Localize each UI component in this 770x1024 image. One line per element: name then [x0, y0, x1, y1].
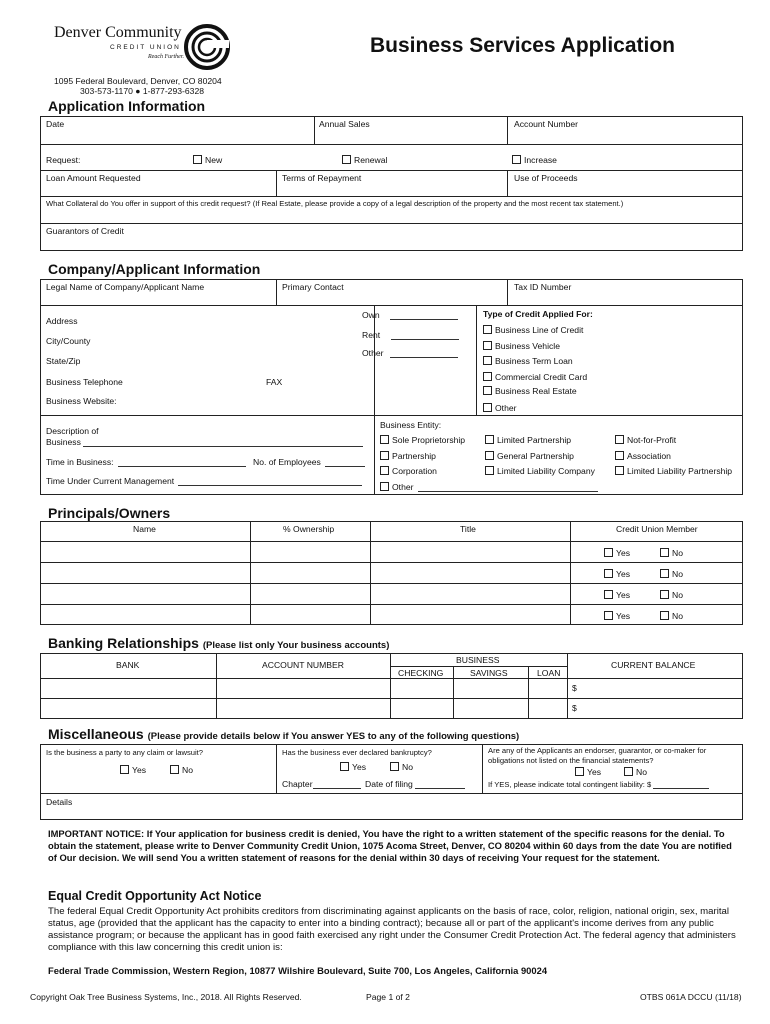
entity-checkbox[interactable]: Limited Liability Company — [485, 466, 595, 482]
member-yes-checkbox[interactable]: Yes — [604, 569, 630, 579]
checkbox-icon[interactable] — [485, 451, 494, 460]
employees-field[interactable]: No. of Employees — [253, 457, 365, 467]
col-member: Credit Union Member — [616, 524, 698, 534]
checkbox-icon[interactable] — [390, 762, 399, 771]
collateral-field[interactable]: What Collateral do You offer in support of this credit request? (If Real Estate, please provide a copy of a legal description of the property and the most recent tax statement.) — [46, 199, 624, 208]
member-no-checkbox[interactable]: No — [660, 611, 683, 621]
endorser-yes-checkbox[interactable]: Yes — [575, 767, 601, 777]
bankruptcy-yes-checkbox[interactable]: Yes — [340, 762, 366, 772]
contingent-liability-field[interactable]: If YES, please indicate total contingent liability: $ — [488, 780, 709, 789]
col-bank: BANK — [116, 660, 140, 670]
section-principals-owners: Principals/Owners — [48, 505, 171, 521]
checkbox-icon[interactable] — [660, 569, 669, 578]
logo-mark-icon — [182, 22, 232, 72]
checkbox-icon[interactable] — [170, 765, 179, 774]
important-notice: IMPORTANT NOTICE: If Your application for business credit is denied, You have the right to a written statement of the specific reasons for the denial. To obtain the statement, please write to Denver Community Credit Union, 1075 Acoma Street, Denver, CO 80204 within 60 days from the date You are notified of Our decision. We will send You a written statement of reasons for the denial within 30 days of receiving Your request for the statement. — [48, 828, 732, 863]
checkbox-icon[interactable] — [483, 341, 492, 350]
rent-field[interactable]: Rent — [362, 330, 459, 340]
loan-amount-field[interactable]: Loan Amount Requested — [46, 173, 141, 183]
guarantors-field[interactable]: Guarantors of Credit — [46, 226, 124, 236]
balance-dollar[interactable]: $ — [572, 703, 577, 713]
time-under-management-field[interactable]: Time Under Current Management — [46, 476, 362, 486]
checkbox-icon[interactable] — [340, 762, 349, 771]
annual-sales-field[interactable]: Annual Sales — [319, 119, 370, 129]
checkbox-icon[interactable] — [380, 435, 389, 444]
member-no-checkbox[interactable]: No — [660, 548, 683, 558]
checkbox-icon[interactable] — [193, 155, 202, 164]
business-entity-heading: Business Entity: — [380, 420, 442, 430]
application-info-box — [40, 116, 743, 251]
terms-of-repayment-field[interactable]: Terms of Repayment — [282, 173, 362, 183]
bankruptcy-question: Has the business ever declared bankruptcy? — [282, 748, 432, 757]
col-name: Name — [133, 524, 156, 534]
lawsuit-question: Is the business a party to any claim or lawsuit? — [46, 748, 204, 757]
checkbox-icon[interactable] — [485, 435, 494, 444]
business-description-field[interactable]: Business — [46, 437, 363, 447]
checkbox-icon[interactable] — [483, 372, 492, 381]
checkbox-icon[interactable] — [660, 548, 669, 557]
col-checking: CHECKING — [398, 668, 444, 678]
checkbox-icon[interactable] — [604, 611, 613, 620]
section-ecoa: Equal Credit Opportunity Act Notice — [48, 889, 262, 903]
table-row — [604, 611, 683, 632]
checkbox-icon[interactable] — [485, 466, 494, 475]
other-field[interactable]: Other — [362, 348, 458, 358]
date-field[interactable]: Date — [46, 119, 65, 129]
table-row — [604, 569, 683, 590]
entity-checkbox[interactable]: Sole Proprietorship — [380, 435, 598, 451]
date-of-filing-field[interactable]: Date of filing — [365, 779, 465, 789]
type-of-credit-heading: Type of Credit Applied For: — [483, 309, 593, 319]
checkbox-icon[interactable] — [604, 590, 613, 599]
logo-tagline: Reach Further. — [148, 54, 184, 60]
credit-type-checkbox[interactable]: Commercial Credit Card — [483, 372, 587, 386]
time-in-business-field[interactable]: Time in Business: — [46, 457, 246, 467]
checkbox-icon[interactable] — [342, 155, 351, 164]
checkbox-icon[interactable] — [624, 767, 633, 776]
col-account-number: ACCOUNT NUMBER — [262, 660, 344, 670]
form-title: Business Services Application — [370, 34, 676, 57]
legal-name-field[interactable]: Legal Name of Company/Applicant Name — [46, 282, 205, 292]
endorser-question: Are any of the Applicants an endorser, guarantor, or co-maker for obligations not listed on the financial statements? — [488, 746, 707, 765]
entity-column-3 — [615, 435, 732, 482]
balance-dollar[interactable]: $ — [572, 683, 577, 693]
credit-type-checkbox[interactable]: Business Term Loan — [483, 356, 587, 372]
entity-checkbox[interactable]: Association — [615, 451, 732, 466]
table-row — [604, 590, 683, 611]
section-application-information: Application Information — [48, 98, 206, 114]
endorser-no-checkbox[interactable]: No — [624, 767, 647, 777]
checkbox-icon[interactable] — [615, 435, 624, 444]
details-field[interactable]: Details — [46, 797, 73, 807]
section-miscellaneous: Miscellaneous (Please provide details below if You answer YES to any of the following questions) — [48, 726, 520, 742]
checkbox-icon[interactable] — [380, 482, 389, 491]
fax-field[interactable]: FAX — [266, 377, 283, 387]
checkbox-icon[interactable] — [512, 155, 521, 164]
primary-contact-field[interactable]: Primary Contact — [282, 282, 344, 292]
checkbox-icon[interactable] — [483, 386, 492, 395]
checkbox-icon[interactable] — [483, 325, 492, 334]
section-company-information: Company/Applicant Information — [48, 261, 261, 277]
request-increase-checkbox[interactable]: Increase — [512, 155, 557, 165]
use-of-proceeds-field[interactable]: Use of Proceeds — [514, 173, 578, 183]
business-website-field[interactable]: Business Website: — [46, 396, 117, 406]
col-savings: SAVINGS — [470, 668, 508, 678]
logo-name: Denver Community — [54, 24, 182, 41]
checkbox-icon[interactable] — [483, 403, 492, 412]
request-new-checkbox[interactable]: New — [193, 155, 222, 165]
chapter-field[interactable]: Chapter — [282, 779, 361, 789]
checkbox-icon[interactable] — [120, 765, 129, 774]
entity-column-2 — [485, 435, 595, 482]
state-zip-field[interactable]: State/Zip — [46, 356, 81, 366]
section-banking-relationships: Banking Relationships (Please list only Your business accounts) — [48, 635, 390, 651]
checkbox-icon[interactable] — [615, 466, 624, 475]
col-ownership: % Ownership — [283, 524, 335, 534]
footer-copyright: Copyright Oak Tree Business Systems, Inc., 2018. All Rights Reserved. — [30, 992, 302, 1002]
cu-phones: 303-573-1170 ● 1-877-293-6328 — [80, 86, 205, 96]
checkbox-icon[interactable] — [660, 611, 669, 620]
entity-checkbox[interactable]: Not-for-Profit — [615, 435, 732, 451]
col-title: Title — [460, 524, 476, 534]
request-renewal-checkbox[interactable]: Renewal — [342, 155, 387, 165]
entity-checkbox[interactable]: Partnership — [380, 451, 598, 466]
city-county-field[interactable]: City/County — [46, 336, 91, 346]
table-row — [604, 548, 683, 569]
business-telephone-field[interactable]: Business Telephone — [46, 377, 123, 387]
checkbox-icon[interactable] — [604, 569, 613, 578]
col-current-balance: CURRENT BALANCE — [611, 660, 696, 670]
checkbox-icon[interactable] — [575, 767, 584, 776]
ecoa-text: The federal Equal Credit Opportunity Act prohibits creditors from discriminating against applicants on the basis of race, color, religion, national origin, sex, marital status, age (provided that the applicant has the capacity to enter into a binding contract); because all or part of the applicant's income derives from any public assistance program; or because the applicant has in good faith exercised any right under the Consumer Credit Protection Act. The federal agency that administers compliance with this law concerning this credit union is: — [48, 906, 736, 953]
checkbox-icon[interactable] — [660, 590, 669, 599]
lawsuit-yes-checkbox[interactable]: Yes — [120, 765, 146, 775]
checkbox-icon[interactable] — [604, 548, 613, 557]
member-checkboxes — [604, 548, 683, 632]
credit-type-checkbox[interactable]: Business Vehicle — [483, 341, 587, 356]
cu-address: 1095 Federal Boulevard, Denver, CO 80204 — [54, 76, 222, 86]
footer-page-number: Page 1 of 2 — [366, 992, 410, 1002]
entity-checkbox[interactable]: Corporation — [380, 466, 598, 482]
checkbox-icon[interactable] — [615, 451, 624, 460]
footer-form-id: OTBS 061A DCCU (11/18) — [640, 992, 742, 1002]
checkbox-icon[interactable] — [380, 451, 389, 460]
type-of-credit-list — [483, 325, 587, 417]
credit-type-checkbox[interactable]: Business Real Estate — [483, 386, 587, 403]
col-loan: LOAN — [537, 668, 561, 678]
logo-sub: CREDIT UNION — [110, 44, 181, 51]
account-number-field[interactable]: Account Number — [514, 119, 579, 129]
credit-type-checkbox[interactable]: Business Line of Credit — [483, 325, 587, 341]
address-field[interactable]: Address — [46, 316, 78, 326]
member-yes-checkbox[interactable]: Yes — [604, 611, 630, 621]
checkbox-icon[interactable] — [380, 466, 389, 475]
logo — [52, 22, 234, 72]
entity-checkbox[interactable]: Limited Liability Partnership — [615, 466, 732, 482]
member-yes-checkbox[interactable]: Yes — [604, 590, 630, 600]
credit-type-checkbox[interactable]: Other — [483, 403, 587, 417]
tax-id-field[interactable]: Tax ID Number — [514, 282, 572, 292]
lawsuit-no-checkbox[interactable]: No — [170, 765, 193, 775]
member-no-checkbox[interactable]: No — [660, 590, 683, 600]
entity-checkbox-other[interactable]: Other — [380, 482, 598, 498]
request-label: Request: — [46, 155, 81, 165]
entity-checkbox[interactable]: Limited Partnership — [485, 435, 595, 451]
bankruptcy-no-checkbox[interactable]: No — [390, 762, 413, 772]
ftc-address: Federal Trade Commission, Western Region, 10877 Wilshire Boulevard, Suite 700, Los Angeles, California 90024 — [48, 965, 548, 976]
entity-checkbox[interactable]: General Partnership — [485, 451, 595, 466]
member-yes-checkbox[interactable]: Yes — [604, 548, 630, 558]
description-label: Description of — [46, 426, 99, 436]
own-field[interactable]: Own — [362, 310, 458, 320]
col-business: BUSINESS — [456, 655, 500, 665]
checkbox-icon[interactable] — [483, 356, 492, 365]
member-no-checkbox[interactable]: No — [660, 569, 683, 579]
